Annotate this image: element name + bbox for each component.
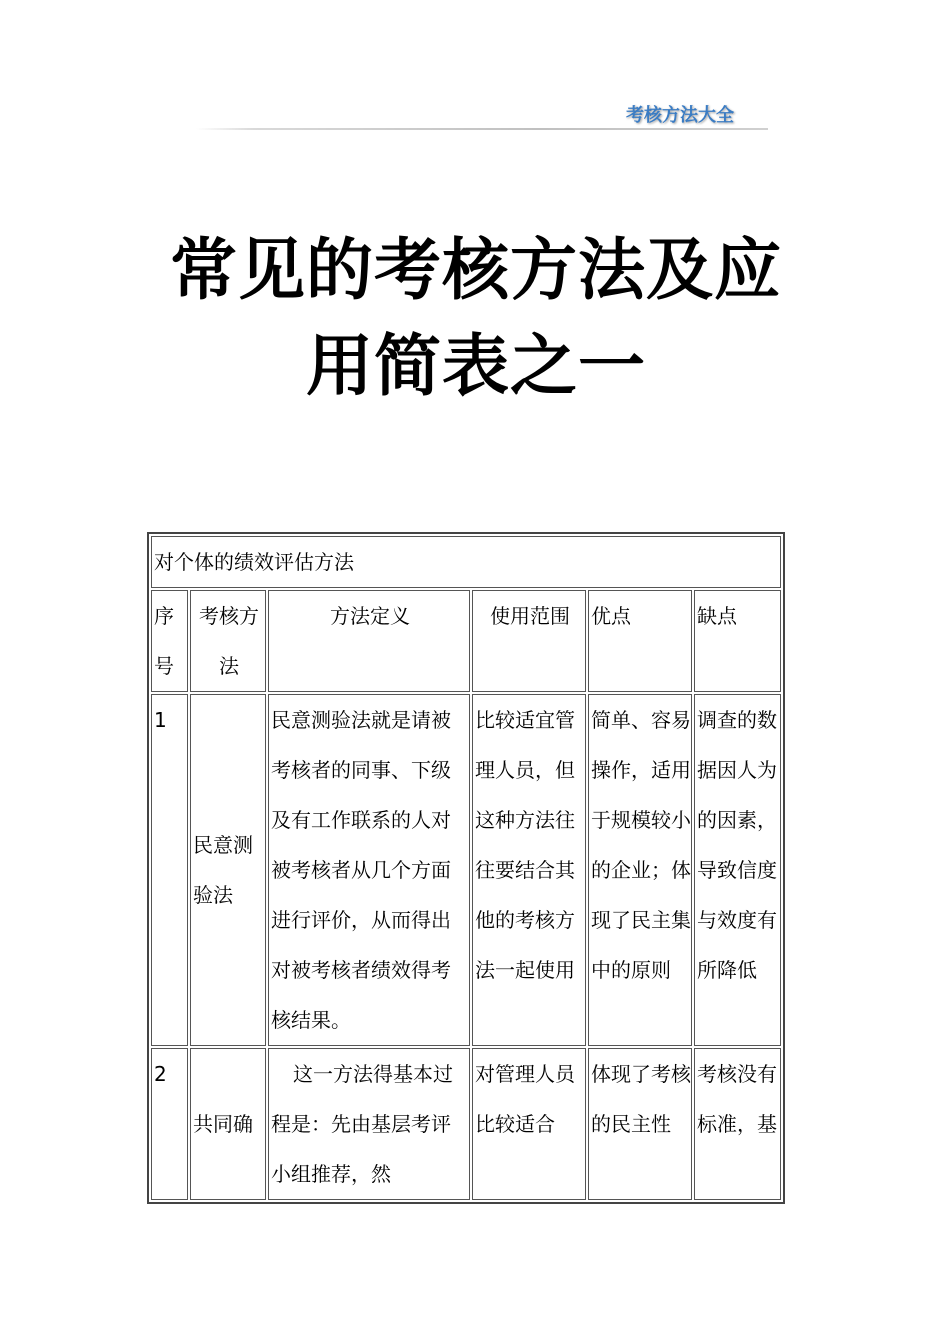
table-row	[151, 694, 781, 1046]
header-divider	[196, 128, 768, 130]
row-scope: 比较适宜管理人员，但这种方法往往要结合其他的考核方法一起使用	[472, 694, 586, 1046]
row-pros: 简单、容易操作，适用于规模较小的企业；体现了民主集中的原则	[588, 694, 692, 1046]
table-caption-row	[151, 536, 781, 588]
table-header-row	[151, 590, 781, 692]
column-header-index: 序号	[151, 590, 188, 692]
row-cons: 考核没有标准，基	[694, 1048, 781, 1200]
column-header-pros: 优点	[588, 590, 692, 692]
page-title	[120, 222, 832, 414]
row-definition: 民意测验法就是请被考核者的同事、下级及有工作联系的人对被考核者从几个方面进行评价，从而得出对被考核者绩效得考核结果。	[268, 694, 470, 1046]
methods-table	[147, 532, 785, 1204]
title-line-2: 用简表之一	[306, 327, 646, 405]
table-row	[151, 1048, 781, 1200]
row-definition: 这一方法得基本过程是：先由基层考评小组推荐，然	[268, 1048, 470, 1200]
row-index: 1	[151, 694, 188, 1046]
row-method: 共同确	[190, 1048, 266, 1200]
table-caption: 对个体的绩效评估方法	[151, 536, 781, 588]
column-header-scope: 使用范围	[472, 590, 586, 692]
column-header-method: 考核方法	[190, 590, 266, 692]
row-cons: 调查的数据因人为的因素，导致信度与效度有所降低	[694, 694, 781, 1046]
column-header-cons: 缺点	[694, 590, 781, 692]
row-scope: 对管理人员比较适合	[472, 1048, 586, 1200]
row-method: 民意测验法	[190, 694, 266, 1046]
row-pros: 体现了考核的民主性	[588, 1048, 692, 1200]
header-label: 考核方法大全	[626, 105, 734, 126]
row-index: 2	[151, 1048, 188, 1200]
title-line-1: 常见的考核方法及应	[170, 231, 782, 309]
column-header-definition: 方法定义	[268, 590, 470, 692]
